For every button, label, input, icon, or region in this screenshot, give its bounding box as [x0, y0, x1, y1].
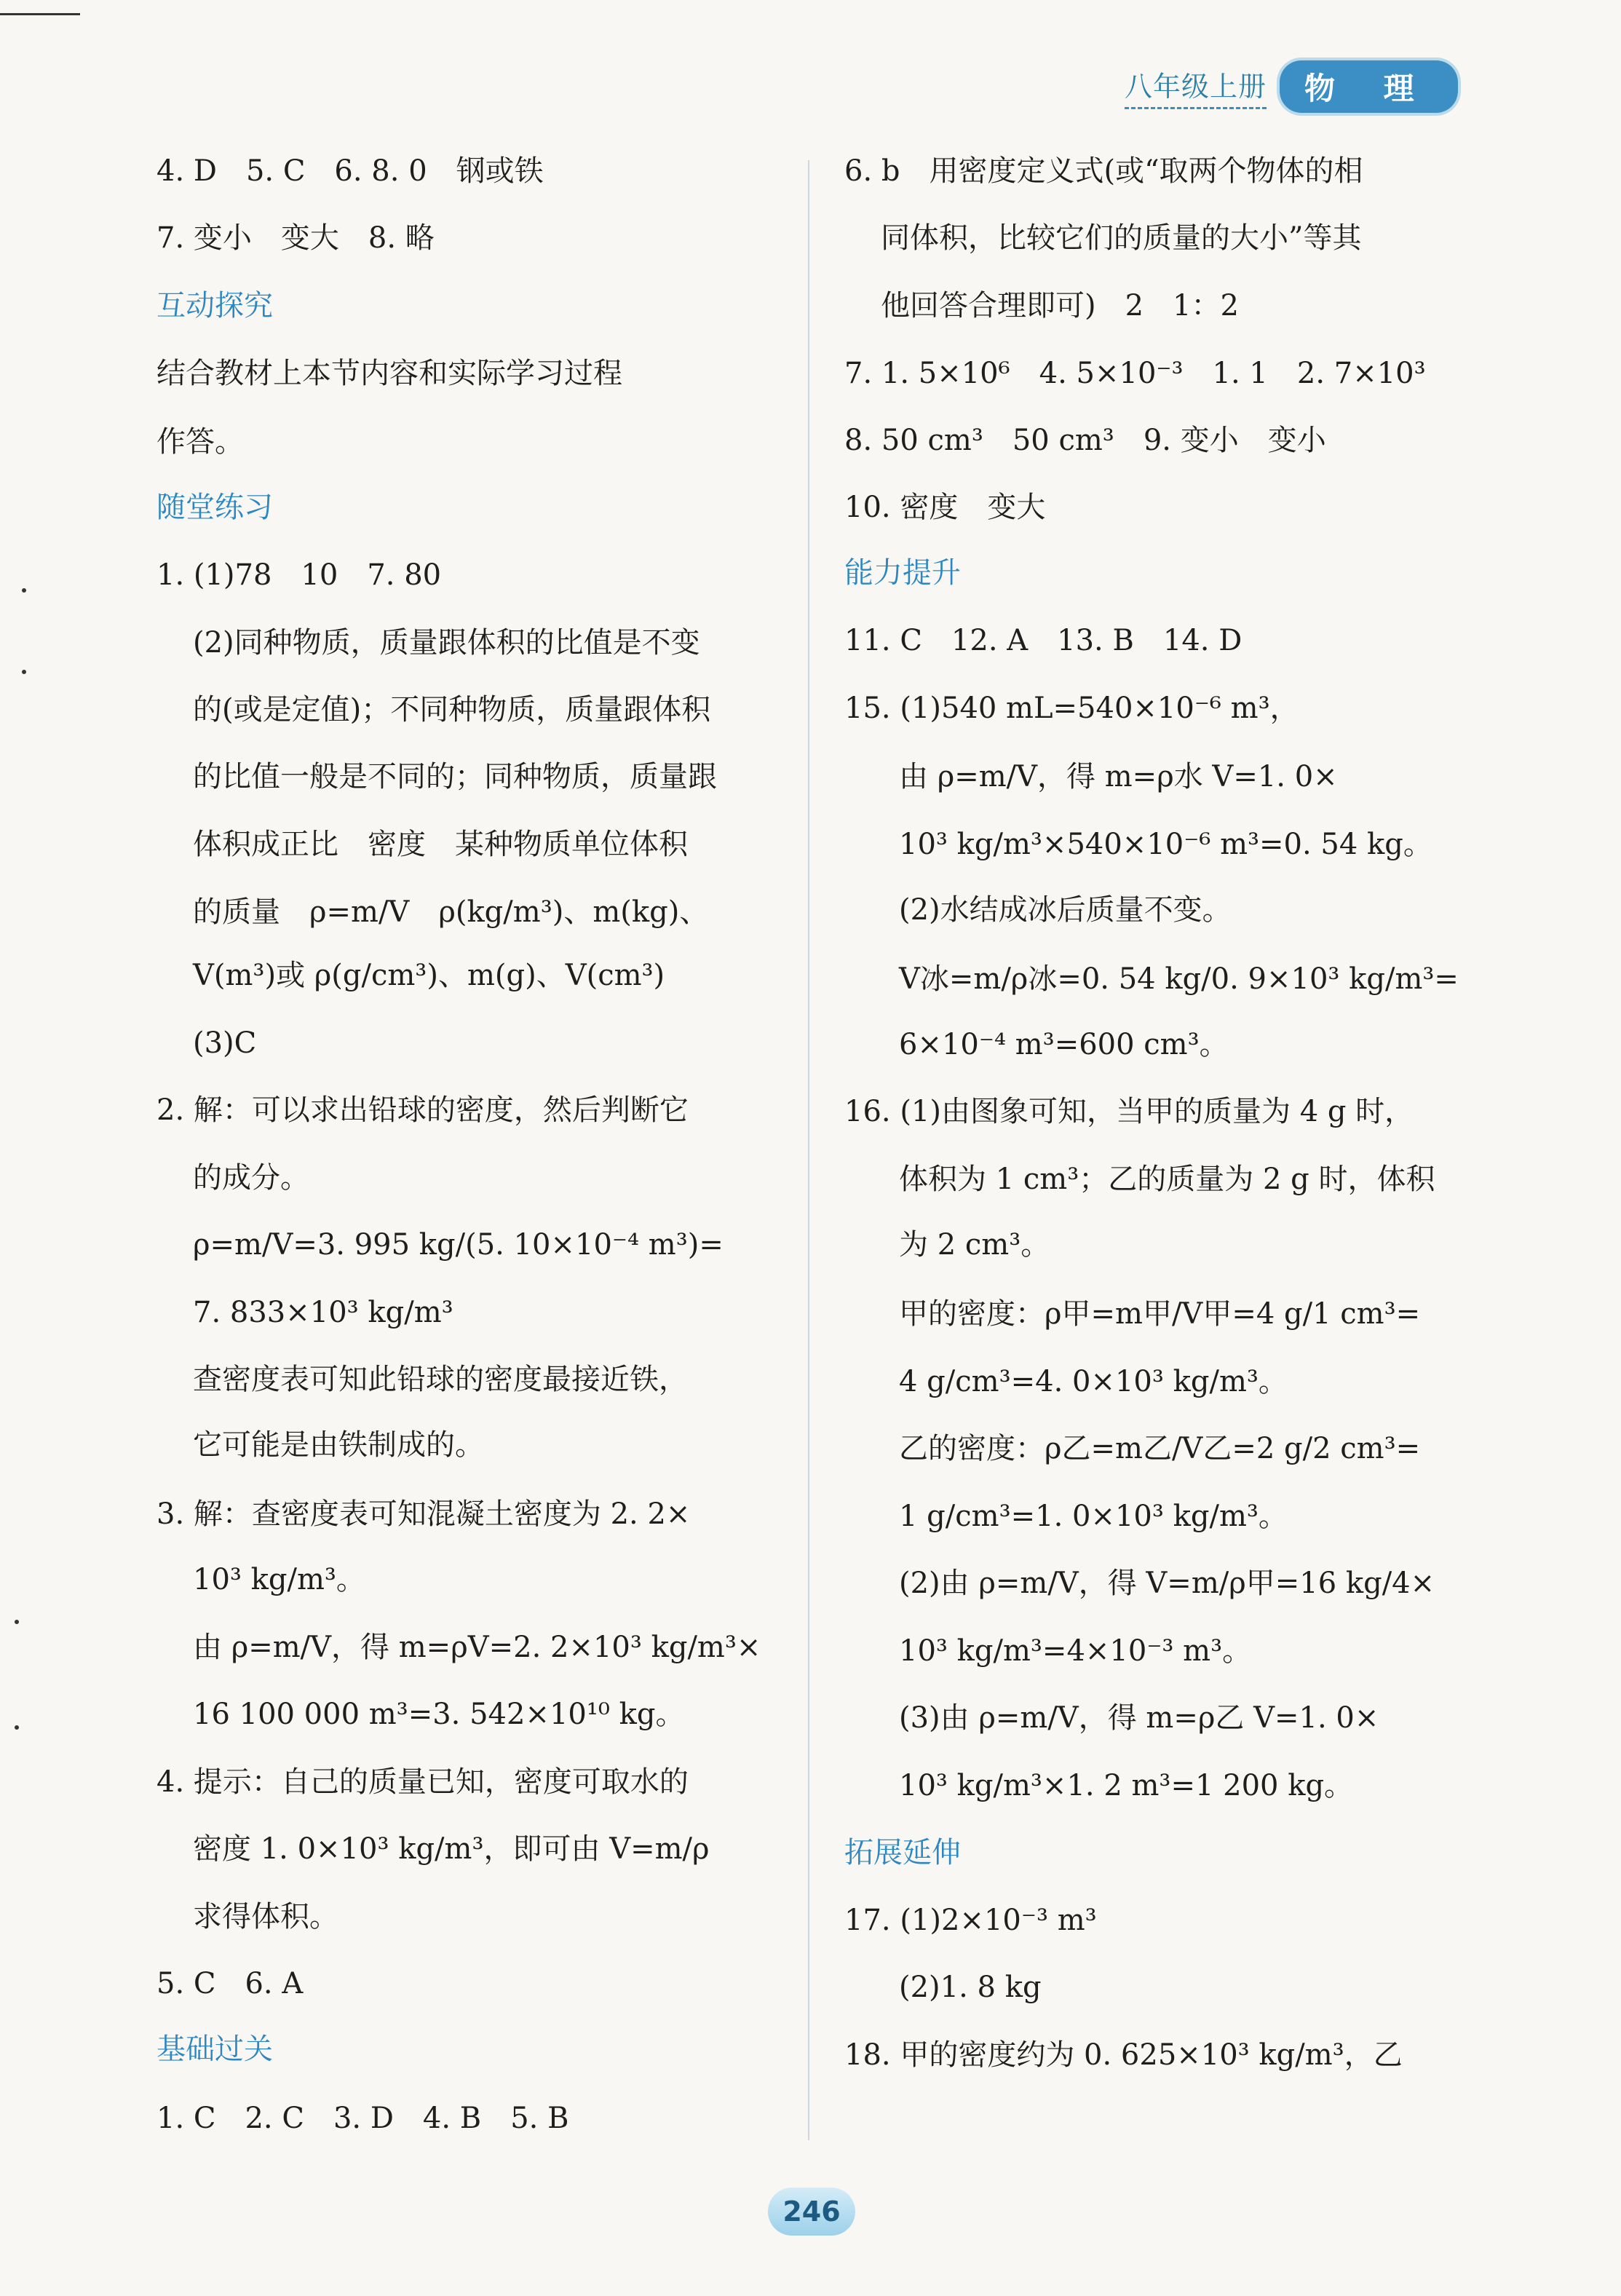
answer-line: 甲的密度：ρ甲=m甲/V甲=4 g/1 cm³= — [899, 1297, 1421, 1331]
section-heading: 随堂练习 — [156, 491, 273, 524]
answer-line: 3. 解：查密度表可知混凝土密度为 2. 2× — [156, 1497, 691, 1531]
answer-line: 10³ kg/m³=4×10⁻³ m³。 — [899, 1634, 1252, 1668]
answer-line: 查密度表可知此铅球的密度最接近铁， — [193, 1363, 688, 1396]
answer-line: 体积成正比 密度 某种物质单位体积 — [193, 828, 688, 861]
answer-line: 乙的密度：ρ乙=m乙/V乙=2 g/2 cm³= — [899, 1432, 1421, 1465]
answer-line: (2)同种物质，质量跟体积的比值是不变 — [193, 626, 700, 660]
answer-line: 18. 甲的密度约为 0. 625×10³ kg/m³，乙 — [844, 2038, 1403, 2072]
answer-line: 11. C 12. A 13. B 14. D — [844, 624, 1242, 657]
margin-dot — [15, 1620, 19, 1624]
answer-line: (3)C — [193, 1026, 257, 1060]
answer-line: 17. (1)2×10⁻³ m³ — [844, 1904, 1097, 1937]
answer-line: 10³ kg/m³×540×10⁻⁶ m³=0. 54 kg。 — [899, 828, 1432, 861]
answer-line: 6. b 用密度定义式(或“取两个物体的相 — [844, 154, 1363, 188]
answer-line: ρ=m/V=3. 995 kg/(5. 10×10⁻⁴ m³)= — [193, 1228, 724, 1262]
answer-line: 6×10⁻⁴ m³=600 cm³。 — [899, 1028, 1229, 1061]
answer-line: 10. 密度 变大 — [844, 491, 1046, 524]
answer-line: 由 ρ=m/V，得 m=ρ水 V=1. 0× — [899, 760, 1338, 793]
section-heading: 互动探究 — [156, 289, 273, 322]
answer-line: 的比值一般是不同的；同种物质，质量跟 — [193, 760, 717, 793]
page-number: 246 — [768, 2188, 855, 2236]
answer-line: 7. 1. 5×10⁶ 4. 5×10⁻³ 1. 1 2. 7×10³ — [844, 357, 1426, 390]
answer-line: (2)1. 8 kg — [899, 1971, 1042, 2004]
answer-line: V冰=m/ρ冰=0. 54 kg/0. 9×10³ kg/m³= — [899, 962, 1459, 996]
answer-line: (3)由 ρ=m/V，得 m=ρ乙 V=1. 0× — [899, 1701, 1379, 1735]
answer-line: 的成分。 — [193, 1161, 309, 1195]
answer-line: 4. D 5. C 6. 8. 0 钢或铁 — [156, 154, 544, 188]
answer-line: 密度 1. 0×10³ kg/m³，即可由 V=m/ρ — [193, 1832, 710, 1866]
answer-line: 10³ kg/m³×1. 2 m³=1 200 kg。 — [899, 1769, 1354, 1802]
answer-line: 4. 提示：自己的质量已知，密度可取水的 — [156, 1765, 689, 1799]
answer-line: (2)由 ρ=m/V，得 V=m/ρ甲=16 kg/4× — [899, 1567, 1435, 1600]
answer-line: 7. 变小 变大 8. 略 — [156, 221, 435, 255]
page-header — [1125, 61, 1458, 112]
section-heading: 基础过关 — [156, 2032, 273, 2066]
answer-line: 16 100 000 m³=3. 542×10¹⁰ kg。 — [193, 1698, 685, 1731]
answer-line: 的质量 ρ=m/V ρ(kg/m³)、m(kg)、 — [193, 895, 709, 929]
margin-dot — [22, 670, 26, 674]
answer-line: 他回答合理即可) 2 1：2 — [881, 289, 1239, 322]
answer-line: 7. 833×10³ kg/m³ — [193, 1296, 453, 1329]
answer-line: 4 g/cm³=4. 0×10³ kg/m³。 — [899, 1365, 1288, 1398]
answer-line: 同体积，比较它们的质量的大小”等其 — [881, 221, 1362, 255]
top-rule — [0, 13, 80, 15]
answer-line: 的(或是定值)；不同种物质，质量跟体积 — [193, 693, 711, 727]
margin-dot — [15, 1725, 19, 1730]
answer-line: 5. C 6. A — [156, 1967, 304, 2000]
answer-line: 8. 50 cm³ 50 cm³ 9. 变小 变小 — [844, 424, 1326, 457]
answer-line: 它可能是由铁制成的。 — [193, 1428, 484, 1462]
answer-line: 1. C 2. C 3. D 4. B 5. B — [156, 2102, 569, 2135]
answer-line: 16. (1)由图象可知，当甲的质量为 4 g 时， — [844, 1095, 1414, 1128]
section-heading: 能力提升 — [844, 556, 961, 590]
column-divider — [808, 160, 809, 2140]
answer-line: 15. (1)540 mL=540×10⁻⁶ m³， — [844, 692, 1299, 725]
answer-line: V(m³)或 ρ(g/cm³)、m(g)、V(cm³) — [193, 959, 665, 992]
answer-line: 作答。 — [156, 425, 244, 459]
grade-label: 八年级上册 — [1125, 64, 1267, 109]
subject-badge: 物 理 — [1280, 60, 1458, 113]
answer-line: 求得体积。 — [193, 1900, 338, 1933]
answer-line: 体积为 1 cm³；乙的质量为 2 g 时，体积 — [899, 1163, 1435, 1196]
answer-line: 1 g/cm³=1. 0×10³ kg/m³。 — [899, 1500, 1288, 1533]
section-heading: 拓展延伸 — [844, 1836, 961, 1869]
margin-dot — [22, 588, 26, 593]
answer-line: 结合教材上本节内容和实际学习过程 — [156, 357, 622, 390]
answer-line: 10³ kg/m³。 — [193, 1563, 365, 1596]
answer-line: 2. 解：可以求出铅球的密度，然后判断它 — [156, 1093, 689, 1127]
answer-line: 为 2 cm³。 — [899, 1228, 1050, 1262]
answer-line: (2)水结成冰后质量不变。 — [899, 893, 1232, 927]
answer-line: 由 ρ=m/V，得 m=ρV=2. 2×10³ kg/m³× — [193, 1631, 761, 1664]
answer-line: 1. (1)78 10 7. 80 — [156, 558, 442, 592]
